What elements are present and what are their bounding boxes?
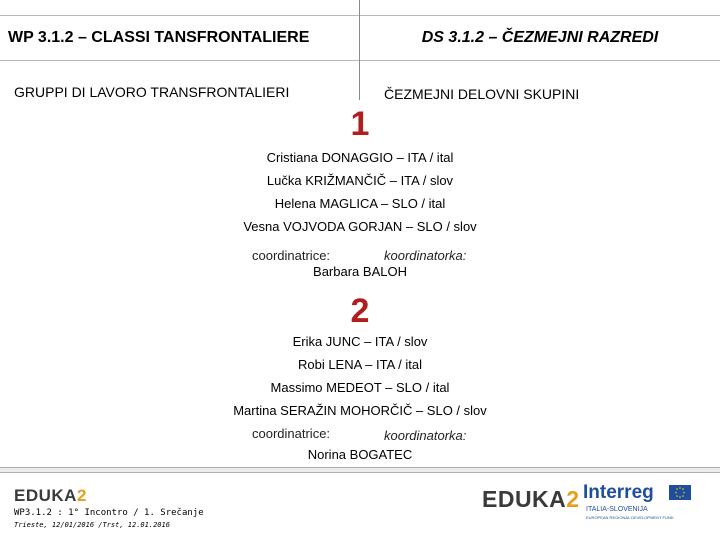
header-divider bbox=[359, 0, 360, 100]
group-1-member: Lučka KRIŽMANČIČ – ITA / slov bbox=[266, 173, 454, 188]
group-2-member: Erika JUNC – ITA / slov bbox=[292, 334, 428, 349]
eu-flag-icon bbox=[669, 485, 691, 500]
group-1-coord-it-label: coordinatrice: bbox=[252, 248, 331, 263]
group-2-coord-sl-label: koordinatorka: bbox=[384, 428, 467, 443]
group-1-member: Helena MAGLICA – SLO / ital bbox=[274, 196, 446, 211]
header-right-title-box bbox=[360, 15, 720, 61]
header-left-title: WP 3.1.2 – CLASSI TANSFRONTALIERE bbox=[8, 29, 310, 46]
group-1-coord-sl-label: koordinatorka: bbox=[384, 248, 467, 263]
group-2-member: Martina SERAŽIN MOHORČIČ – SLO / slov bbox=[233, 403, 487, 418]
interreg-logo bbox=[583, 482, 713, 522]
eu-stars-icon bbox=[669, 485, 691, 500]
eduka-logo-center bbox=[482, 486, 580, 513]
date-line: Trieste, 12/01/2016 /Trst, 12.01.2016 bbox=[14, 521, 170, 529]
group-2-member: Robi LENA – ITA / ital bbox=[297, 357, 423, 372]
header-left-title-box bbox=[0, 15, 360, 61]
footer-separator bbox=[0, 467, 720, 473]
interreg-note: EUROPEAN REGIONAL DEVELOPMENT FUND bbox=[586, 515, 674, 520]
right-subtitle: ČEZMEJNI DELOVNI SKUPINI bbox=[384, 86, 580, 102]
header-right-title: DS 3.1.2 – ČEZMEJNI RAZREDI bbox=[421, 29, 659, 46]
group-1-coordinator: Barbara BALOH bbox=[313, 264, 407, 279]
eduka-logo-left bbox=[14, 486, 87, 506]
group-2-coordinator: Norina BOGATEC bbox=[307, 447, 413, 462]
interreg-logo-text: Interreg bbox=[583, 482, 654, 503]
eduka-logo-left-num: 2 bbox=[76, 486, 87, 505]
eduka-logo-left-text: EDUKA bbox=[14, 486, 77, 505]
group-1-member: Cristiana DONAGGIO – ITA / ital bbox=[266, 150, 454, 165]
eduka-logo-center-text: EDUKA bbox=[482, 486, 567, 512]
meeting-line: WP3.1.2 : 1° Incontro / 1. Srečanje bbox=[14, 508, 204, 518]
group-2-member: Massimo MEDEOT – SLO / ital bbox=[270, 380, 450, 395]
group-1-member: Vesna VOJVODA GORJAN – SLO / slov bbox=[243, 219, 477, 234]
group-2-number: 2 bbox=[350, 292, 370, 330]
eduka-logo-center-num: 2 bbox=[566, 486, 580, 512]
left-subtitle: GRUPPI DI LAVORO TRANSFRONTALIERI bbox=[14, 84, 290, 100]
group-1-number: 1 bbox=[350, 105, 370, 143]
interreg-subtitle: ITALIA-SLOVENIJA bbox=[586, 506, 648, 513]
group-2-coord-it-label: coordinatrice: bbox=[252, 426, 331, 441]
